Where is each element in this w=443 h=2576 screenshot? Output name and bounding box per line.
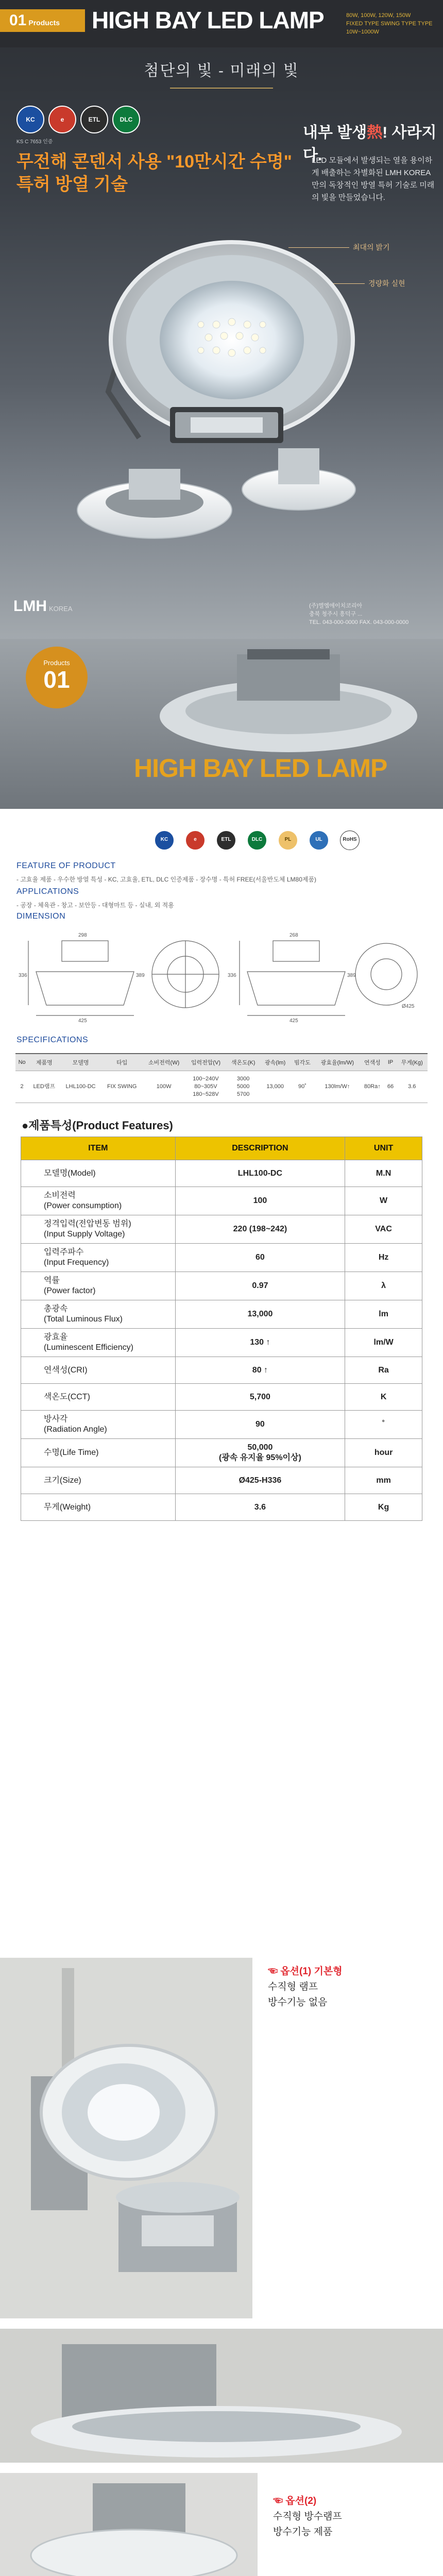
features-header-row (21, 1137, 422, 1160)
certification-icons (16, 106, 144, 133)
highbay-lamp-image (62, 222, 397, 556)
spec-cell: FIX SWING (101, 1071, 143, 1103)
spec-cell: 80Ra↑ (360, 1071, 385, 1103)
feature-unit-cell: hour (345, 1439, 422, 1467)
table-row (21, 1384, 422, 1411)
heat-description: LED 모듈에서 발생되는 열을 용이하게 배출하는 차별화된 LMH KOREA만의 독창적인 방열 특허 기술로 미래의 빛을 만들었습니다. (312, 156, 435, 202)
kc-cert-icon: KC (155, 831, 174, 850)
wattage-spec-lines (346, 11, 439, 36)
banner-title: HIGH BAY LED LAMP (134, 754, 387, 783)
feature-description-cell: 50,000 (광속 유지율 95%이상) (175, 1439, 345, 1467)
table-row (21, 1160, 422, 1187)
dimension-heading: DIMENSION (16, 912, 66, 921)
table-row (21, 1357, 422, 1384)
feature-description-cell: 3.6 (175, 1494, 345, 1521)
specifications-table (15, 1053, 428, 1103)
banner-badge-label: Products (43, 659, 70, 667)
dim-label: 268 (289, 933, 298, 938)
headline-line: 무전해 콘덴서 사용 "10만시간 수명" (16, 152, 292, 172)
feature-item-cell: 방사각 (Radiation Angle) (21, 1411, 176, 1439)
corp-line: 충북 청주시 흥덕구 ... (309, 611, 363, 617)
feature-description-cell: 130 ↑ (175, 1329, 345, 1357)
banner-product-badge (26, 647, 88, 708)
feature-item-cell: 모델명(Model) (21, 1160, 176, 1187)
feature-unit-cell: W (345, 1187, 422, 1215)
etl-cert-icon: ETL (216, 831, 236, 850)
feature-item-cell: 정격입력(전압변동 범위) (Input Supply Voltage) (21, 1215, 176, 1244)
badge-label: Products (28, 19, 60, 27)
table-row (21, 1467, 422, 1494)
corp-info (309, 602, 433, 626)
feature-unit-cell: Ra (345, 1357, 422, 1384)
product-features-table (21, 1137, 422, 1521)
feature-item-cell: 색온도(CCT) (21, 1384, 176, 1411)
feature-heading: FEATURE OF PRODUCT (16, 861, 116, 870)
feature-description-cell: 220 (198~242) (175, 1215, 345, 1244)
dlc-cert-icon: DLC (247, 831, 267, 850)
spec-col-header: 무게(Kg) (397, 1054, 428, 1071)
table-row (21, 1272, 422, 1300)
feature-description-cell: 90 (175, 1411, 345, 1439)
spec-col-header: 광효율(lm/W) (315, 1054, 360, 1071)
subtitle-divider (170, 88, 273, 89)
spec-cell: 2 (15, 1071, 28, 1103)
dlc-cert-icon: DLC (112, 106, 140, 133)
spec-col-header: 입력전압(V) (185, 1054, 226, 1071)
table-row (21, 1329, 422, 1357)
spec-col-header: 타입 (101, 1054, 143, 1071)
feature-description-cell: 0.97 (175, 1272, 345, 1300)
hero-headline (16, 150, 292, 196)
dim-label: 389 (136, 973, 145, 978)
spec-col-header: 광속(lm) (260, 1054, 290, 1071)
feature-description-cell: 60 (175, 1244, 345, 1272)
feature-description-cell: 80 ↑ (175, 1357, 345, 1384)
table-row (21, 1300, 422, 1329)
option2-lamp-photo (0, 2473, 258, 2576)
spec-cell: LHL100-DC (60, 1071, 101, 1103)
feature-item-cell: 총광속 (Total Luminous Flux) (21, 1300, 176, 1329)
feature-unit-cell: lm (345, 1300, 422, 1329)
kc-cert-icon: KC (16, 106, 44, 133)
spec-line: FIXED TYPE SWING TYPE TYPE (346, 21, 433, 27)
spec-cell: 100~240V 80~305V 180~528V (185, 1071, 226, 1103)
features-col-header: UNIT (345, 1137, 422, 1160)
spec-cell: 130lm/W↑ (315, 1071, 360, 1103)
dim-label: 389 (347, 973, 356, 978)
maker-name: LMH (13, 598, 47, 615)
spec-cell: LED램프 (28, 1071, 60, 1103)
spec-col-header: No (15, 1054, 28, 1071)
spec-cell: 100W (143, 1071, 185, 1103)
feature-unit-cell: Hz (345, 1244, 422, 1272)
option2-lamp-photo-top (0, 2329, 443, 2463)
feature-item-cell: 연색성(CRI) (21, 1357, 176, 1384)
option1-caption (268, 1964, 343, 2010)
option1-lamp-photo (0, 1958, 252, 2318)
spec-cell: 3.6 (397, 1071, 428, 1103)
spec-col-header: 소비전력(W) (143, 1054, 185, 1071)
hero-subtitle: 첨단의 빛 - 미래의 빛 (144, 62, 299, 79)
applications-text: - 공장 - 체육관 - 창고 - 보안등 - 대형마트 등 - 실내, 외 적용 (16, 902, 174, 909)
spec-cell: 13,000 (260, 1071, 290, 1103)
features-table-body (21, 1160, 422, 1521)
spec-line: 80W, 100W, 120W, 150W (346, 12, 411, 19)
feature-item-cell: 입력주파수 (Input Frequency) (21, 1244, 176, 1272)
headline-line: 특허 방열 기술 (16, 175, 128, 194)
spec-col-header: IP (385, 1054, 397, 1071)
spec-col-header: 연색성 (360, 1054, 385, 1071)
dim-label: 425 (78, 1018, 87, 1023)
dim-label: 336 (228, 973, 236, 978)
option1-line: 수직형 램프 (268, 1981, 318, 1992)
table-row (21, 1494, 422, 1521)
feature-text: - 고효율 제품 - 우수한 방열 특성 - KC, 고효율, ETL, DLC 인증제품 - 장수명 - 특허 FREE(서울반도체 LM80제품) (16, 876, 317, 883)
feature-description-cell: 13,000 (175, 1300, 345, 1329)
spec-col-header: 모델명 (60, 1054, 101, 1071)
feature-unit-cell: K (345, 1384, 422, 1411)
heat-title-hot: 熱 (367, 124, 383, 141)
banner-badge-number: 01 (43, 666, 70, 693)
spec-line: 10W~1000W (346, 29, 379, 35)
table-row (21, 1439, 422, 1467)
heat-title-part: ! 사라지다. (303, 124, 437, 164)
feature-unit-cell: M.N (345, 1160, 422, 1187)
heat-title-part: 내부 발생 (303, 124, 367, 141)
dim-label: Ø425 (402, 1004, 415, 1009)
product-features-title: ●제품특성(Product Features) (22, 1119, 173, 1132)
feature-unit-cell: lm/W (345, 1329, 422, 1357)
spec-cell: 66 (385, 1071, 397, 1103)
feature-item-cell: 역률 (Power factor) (21, 1272, 176, 1300)
feature-description-cell: 5,700 (175, 1384, 345, 1411)
option2-tag: ☜ 옵션(2) (273, 2496, 317, 2506)
spec-col-header: 색온도(K) (226, 1054, 260, 1071)
feature-unit-cell: λ (345, 1272, 422, 1300)
feature-unit-cell: VAC (345, 1215, 422, 1244)
applications-heading: APPLICATIONS (16, 887, 79, 896)
option2-caption (273, 2494, 342, 2540)
certification-icons-row (155, 831, 371, 850)
spec-header-row (15, 1054, 428, 1071)
feature-item-cell: 무게(Weight) (21, 1494, 176, 1521)
table-row (21, 1215, 422, 1244)
corp-line: TEL. 043-000-0000 FAX. 043-000-0000 (309, 619, 409, 625)
option1-tag: ☜ 옵션(1) 기본형 (268, 1966, 343, 1977)
dim-label: 298 (78, 933, 87, 938)
hero-title: HIGH BAY LED LAMP (92, 7, 324, 33)
feature-unit-cell: Kg (345, 1494, 422, 1521)
feature-item-cell: 수명(Life Time) (21, 1439, 176, 1467)
corp-line: (주)엘엠에이치코리아 (309, 603, 362, 609)
features-col-header: DESCRIPTION (175, 1137, 345, 1160)
efficiency-cert-icon: e (185, 831, 205, 850)
features-col-header: ITEM (21, 1137, 176, 1160)
rohs-cert-icon: RoHS (340, 831, 360, 850)
option2-line: 방수기능 제품 (273, 2527, 333, 2537)
table-row (15, 1071, 428, 1103)
feature-item-cell: 소비전력 (Power consumption) (21, 1187, 176, 1215)
option2-line: 수직형 방수램프 (273, 2511, 342, 2522)
dimension-drawings (15, 920, 428, 1023)
table-row (21, 1244, 422, 1272)
product-number-badge (0, 9, 85, 32)
spec-col-header: 제품명 (28, 1054, 60, 1071)
feature-item-cell: 크기(Size) (21, 1467, 176, 1494)
ul-cert-icon: UL (309, 831, 329, 850)
feature-description-cell: LHL100-DC (175, 1160, 345, 1187)
feature-unit-cell: mm (345, 1467, 422, 1494)
pl-cert-icon: PL (278, 831, 298, 850)
cert-caption: KS C 7653 인증 (16, 139, 53, 145)
table-row (21, 1187, 422, 1215)
maker-logo (13, 598, 73, 615)
callout-brightness: 최대의 밝기 (353, 243, 390, 251)
callout-lightweight: 경량화 실현 (368, 279, 405, 287)
dim-label: 336 (19, 973, 27, 978)
specifications-heading: SPECIFICATIONS (16, 1036, 89, 1044)
feature-item-cell: 광효율 (Luminescent Efficiency) (21, 1329, 176, 1357)
etl-cert-icon: ETL (80, 106, 108, 133)
efficiency-cert-icon: e (48, 106, 76, 133)
spec-cell: 3000 5000 5700 (226, 1071, 260, 1103)
feature-unit-cell: ˚ (345, 1411, 422, 1439)
hero-section (0, 0, 443, 639)
feature-description-cell: 100 (175, 1187, 345, 1215)
table-row (21, 1411, 422, 1439)
badge-number: 01 (9, 12, 27, 29)
maker-sub: KOREA (48, 605, 73, 613)
spec-col-header: 빔각도 (290, 1054, 315, 1071)
dim-label: 425 (289, 1018, 298, 1023)
spec-cell: 90˚ (290, 1071, 315, 1103)
option1-line: 방수기능 없음 (268, 1997, 328, 2008)
feature-description-cell: Ø425-H336 (175, 1467, 345, 1494)
